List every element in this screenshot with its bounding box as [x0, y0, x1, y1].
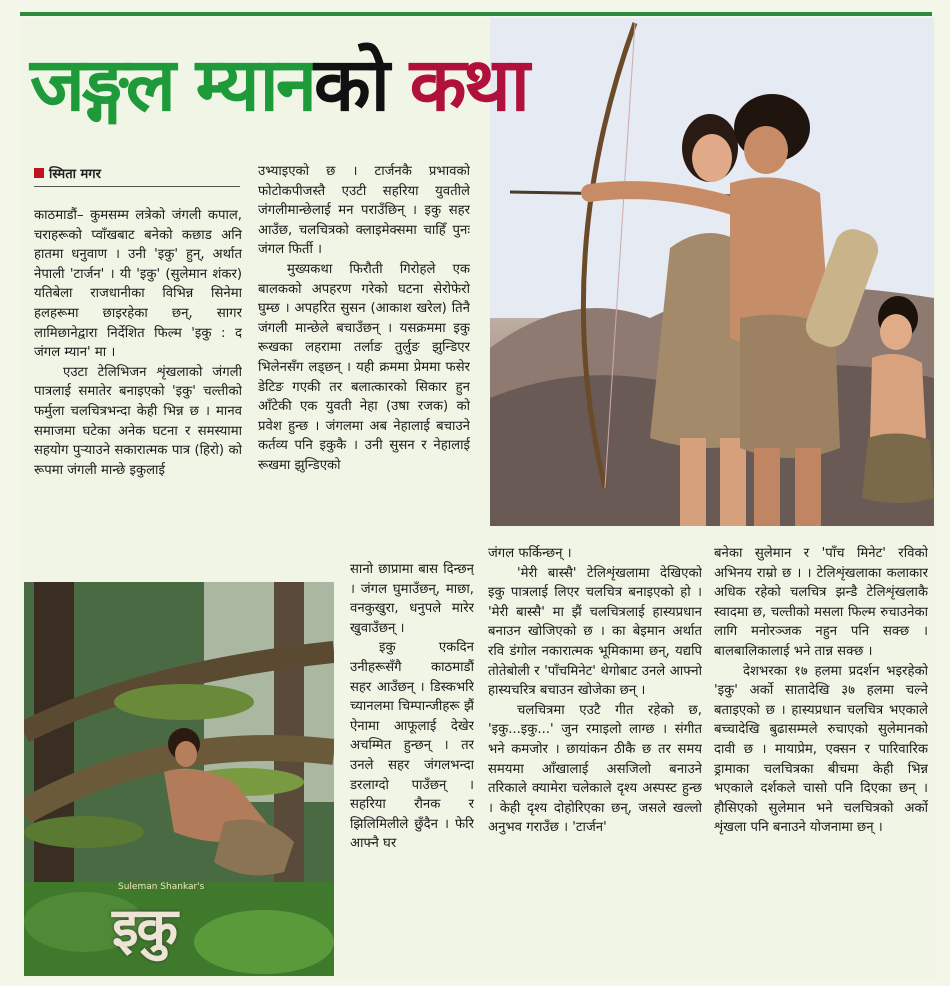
paragraph: देशभरका १७ हलमा प्रदर्शन भइरहेको 'इकु' अर्को सातादेखि ३७ हलमा चल्ने बताइएको छ । हास्यप्रधान चलचित्र भएकाले बच्चादेखि बुढासम्मले रुचाएको सुलेमानको दावी छ । मायाप्रेम, एक्सन र पारिवारिक ड्रामाका चलचित्रका बीचमा केही भिन्न भएकाले दर्शकले चासो पनि दिएका छन् । हौसिएको सुलेमान भने चलचित्रको अर्को शृंखला पनि बनाउने योजनामा छन् ।: [714, 663, 928, 836]
paragraph: उभ्याइएको छ । टार्जनकै प्रभावको फोटोकपीजस्तै एउटी सहरिया युवतीले जंगलीमान्छेलाई मन पराउँछिन् । इकु सहर आउँछ, चलचित्रको क्लाइमेक्समा चाहिँ पुनः जंगल फिर्ती ।: [258, 164, 470, 258]
article-column-4: [488, 544, 702, 964]
paragraph: एउटा टेलिभिजन शृंखलाको जंगली पात्रलाई समातेर बनाइएको 'इकु' चल्तीको फर्मुला चलचित्रभन्दा केही भिन्न छ । मानव समाजमा घटेका अनेक घटना र समस्यामा सहयोग पुऱ्याउने सकारात्मक पात्र (हिरो) को रूपमा जंगली मान्छे इकुलाई: [34, 364, 242, 478]
top-rule: [20, 12, 932, 16]
byline-square-icon: [34, 168, 44, 178]
paragraph: चलचित्रमा एउटै गीत रहेको छ, 'इकु...इकु...' जुन रमाइलो लाग्छ । संगीत भने कमजोर । छायांकन ठीकै छ तर समय समयमा आँखालाई असजिलो बनाउने तरिकाले क्यामेरा चलेकाले दृश्य अस्पस्ट हुन्छ । केही दृश्य दोहोरिएका छन्, जसले खल्लो अनुभव गराउँछ । 'टार्जन': [488, 702, 702, 836]
paragraph: मुख्यकथा फिरौती गिरोहले एक बालकको अपहरण गरेको घटना सेरोफेरो घुम्छ । अपहरित सुसन (आकाश खरेल) तिनै जंगली मान्छेले बचाउँछन् । यसक्रममा इकु रूखका लहरामा तर्लाङ तुर्लुङ झुन्डिएर भिलेनसँग लड्छन् । यही क्रममा प्रेममा फसेर डेटिङ गएकी तर बलात्कारको सिकार हुन आँटेकी एक युवती नेहा (उषा रजक) को प्रवेश हुन्छ । जंगलमा अब नेहालाई बचाउने कर्तव्य पनि इकुकै । उनी सुसन र नेहालाई रूखमा झुन्डिएको: [258, 261, 470, 473]
paragraph: इकु एकदिन उनीहरूसँगै काठमाडौं सहर आउँछन् । डिस्कभरि च्यानलमा चिम्पान्जीहरू झैं ऐनामा आफूलाई देखेर अचम्मित हुन्छन् । तर उनले सहर जंगलभन्दा डरलाग्दो पाउँछन् । सहरिया रौनक र झिलिमिलीले छुँदैन । फेरि आफ्नै घर: [350, 640, 474, 852]
article-column-3: [350, 560, 474, 980]
headline: [30, 40, 527, 130]
main-photo-illustration: [490, 18, 934, 526]
headline-ko: को: [313, 42, 387, 128]
byline-author: स्मिता मगर: [49, 167, 101, 182]
article-column-1: [34, 206, 242, 574]
poster-illustration: [24, 582, 334, 976]
paragraph: काठमाडौं– कुमसम्म लत्रेको जंगली कपाल, चराहरूको प्वाँखबाट बनेको कछाड अनि हातमा धनुवाण । उनी 'इकु' हुन्, अर्थात नेपाली 'टार्जन' । यी 'इकु' (सुलेमान शंकर) यतिबेला राजधानीका विभिन्न सिनेमा हलहरूमा छाइरहेका छन्, सागर लामिछानेद्वारा निर्देशित फिल्म 'इकु : द जंगल म्यान' मा ।: [34, 208, 242, 361]
byline: [34, 164, 240, 187]
poster-credit: Suleman Shankar's: [118, 882, 205, 892]
headline-katha: कथा: [409, 42, 527, 128]
poster-photo: [24, 582, 334, 976]
article-column-2: [258, 162, 470, 576]
paragraph: सानो छाप्रामा बास दिन्छन् । जंगल घुमाउँछन्, माछा, वनकुखुरा, धनुपले मारेर खुवाउँछन् ।: [350, 562, 474, 636]
paragraph: बनेका सुलेमान र 'पाँच मिनेट' रविको अभिनय राम्रो छ । । टेलिशृंखलाका कलाकार अधिक रहेको चलचित्र झन्डै टेलिशृंखलाकै स्वादमा छ, चल्तीको मसला फिल्म रुचाउनेका लागि मनोरञ्जक नहुन पनि सक्छ । बालबालिकालाई भने तान्न सक्छ ।: [714, 546, 928, 659]
headline-jungle-man: जङ्गल म्यान: [30, 42, 314, 128]
main-photo: [490, 18, 934, 526]
paragraph: 'मेरी बास्सै' टेलिशृंखलामा देखिएको इकु पात्रलाई लिएर चलचित्र बनाइएको हो । 'मेरी बास्सै' मा झैं चलचित्रलाई हास्यप्रधान बनाउन खोजिएको छ । का बेइमान अर्थात रवि डंगोल नकारात्मक भूमिकामा छन्, यद्यपि तोतेबोली र 'पाँचमिनेट' थेगोबाट उनले आफ्नो हास्यचरित्र बचाउन खोजेका छन् ।: [488, 565, 702, 699]
poster-logo: इकु: [112, 896, 176, 959]
article-column-5: [714, 544, 928, 964]
paragraph: जंगल फर्किन्छन् ।: [488, 546, 572, 561]
